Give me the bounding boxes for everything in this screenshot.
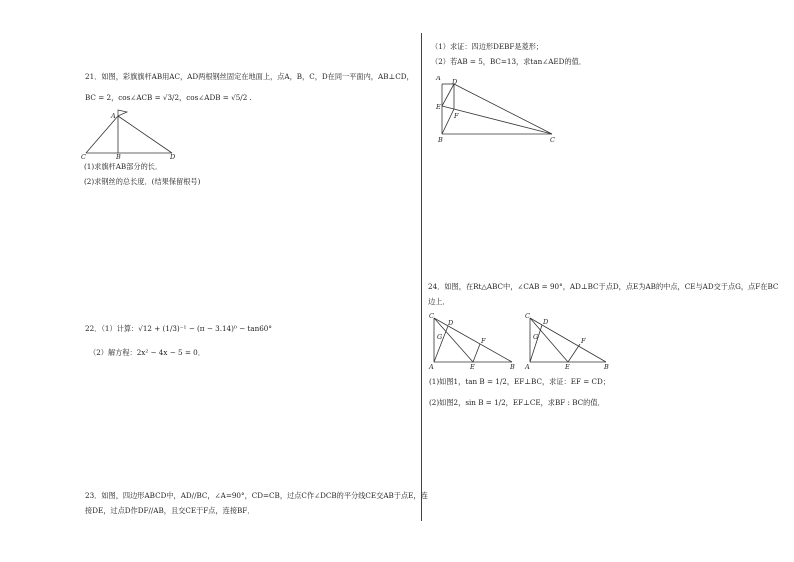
q23-part1: （1）求证：四边形DEBF是菱形； [431,42,544,51]
fig1-label-a: A [429,363,434,370]
q23-part2: （2）若AB = 5，BC=13，求tan∠AED的值． [431,57,587,66]
fig1-label-d: D [448,319,454,327]
q21-part2: (2)求钢丝的总长度．(结果保留根号) [84,177,201,186]
flag-icon [118,110,127,116]
q24-figure-1 [426,312,518,370]
fig1-label-b: B [510,363,515,370]
q23-label-b: B [438,136,443,144]
fig1-label-e: E [470,363,475,370]
q24-part2: (2)如图2，sin B = 1/2，EF⊥CE，求BF : BC的值． [429,398,605,407]
q21-label-a: A [111,112,116,120]
q23-line2: 接DE，过点D作DF//AB，且交CE于F点，连接BF． [85,506,255,515]
q21-line2: BC = 2，cos∠ACB = √3/2，cos∠ADB = √5/2 . [85,93,252,102]
q24-figure-2 [522,312,614,370]
q21-label-b: B [116,153,121,160]
fig2-label-g: G [533,333,539,341]
q21-line1: 21．如图，彩旗旗杆AB用AC，AD两根钢丝固定在地面上，点A，B，C，D在同一平面内，AB⊥CD， [85,72,414,81]
q24-line2: 边上． [428,297,450,306]
q23-label-d: D [452,78,458,86]
q24-line1: 24．如图，在Rt△ABC中，∠CAB = 90°，AD⊥BC于点D，点E为AB的中点，CE与AD交于点G，点F在BC [428,282,779,291]
fig2-label-a: A [525,363,530,370]
q21-wire-ac [86,116,118,153]
fig1-label-c: C [429,312,434,320]
fig1-label-g: G [437,333,443,341]
q23-label-c: C [550,136,555,144]
fig2-label-c: C [525,312,530,320]
q21-label-d: D [170,153,176,160]
q21-figure [80,108,190,160]
column-divider [421,33,422,521]
q23-figure [432,76,562,146]
q21-label-c: C [81,153,86,160]
fig2-label-e: E [565,363,570,370]
q22-part1: 22．（1）计算：√12 + (1/3)⁻¹ − (π − 3.14)⁰ − tan60° [85,324,272,333]
q24-part1: (1)如图1，tan B = 1/2，EF⊥BC，求证：EF = CD； [429,377,610,386]
fig2-label-d: D [543,318,549,326]
fig1-label-f: F [481,337,486,345]
fig2-label-f: F [581,337,586,345]
q21-part1: (1)求旗杆AB部分的长． [84,162,163,171]
q23-label-a: A [436,76,441,82]
q22-part2: （2）解方程：2x² − 4x − 5 = 0． [89,348,205,357]
q23-label-e: E [436,103,441,111]
fig2-label-b: B [604,363,609,370]
q23-label-f: F [454,112,459,120]
q21-wire-ad [118,116,172,153]
q23-line1: 23．如图，四边形ABCD中，AD//BC，∠A=90°，CD=CB，过点C作∠DCB的平分线CE交AB于点E，连 [85,491,428,500]
